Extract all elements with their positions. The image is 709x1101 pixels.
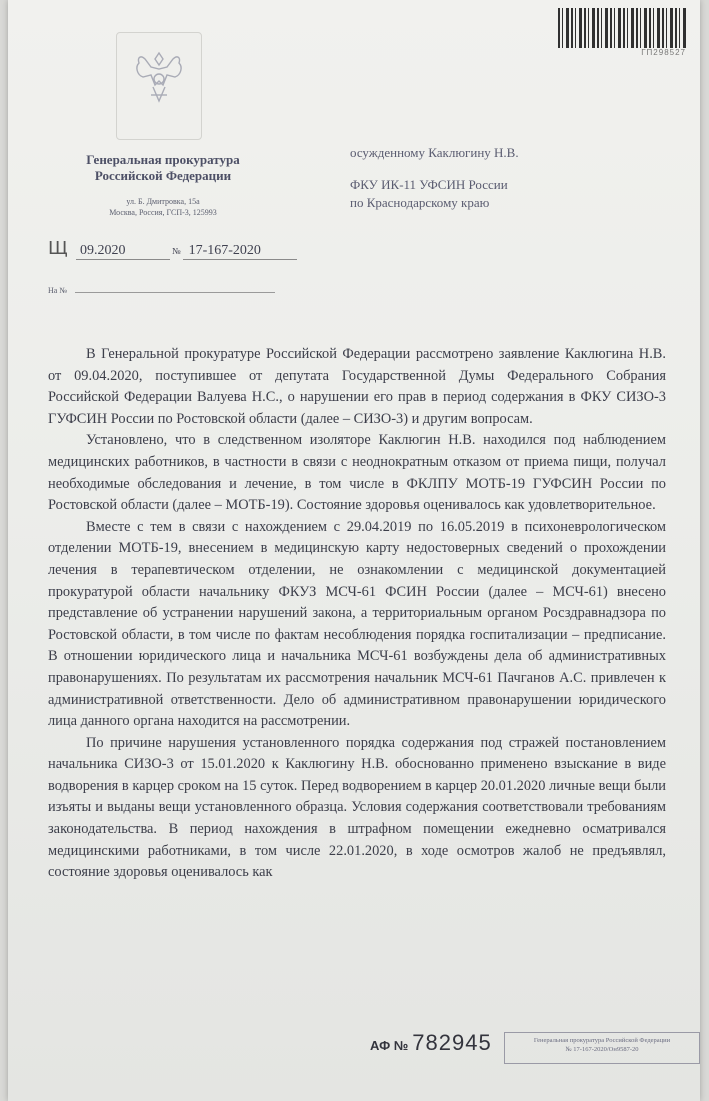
recipient-block xyxy=(350,144,670,212)
recipient-region: по Краснодарскому краю xyxy=(350,195,490,210)
serial-prefix: АФ № xyxy=(370,1038,409,1053)
recipient-institution: ФКУ ИК-11 УФСИН России xyxy=(350,177,508,192)
stamp-line2: № 17-167-2020/Он9587-20 xyxy=(565,1046,639,1053)
paragraph-1: В Генеральной прокуратуре Российской Федерации рассмотрено заявление Каклюгина Н.В. от 09.04.2020, поступившее от депутата Государственной Думы Федерального Собрания Российской Федерации Валуева Н.С., о нарушении его прав в период содержания в ФКУ СИЗО-3 ГУФСИН России по Ростовской области (далее – СИЗО-3) и другим вопросам. xyxy=(48,346,666,427)
org-name-line1: Генеральная прокуратура xyxy=(86,152,240,167)
paragraph-3: Вместе с тем в связи с нахождением с 29.04.2019 по 16.05.2019 в психоневрологическом отделении МОТБ-19, внесением в медицинскую карту недостоверных сведений о прохождении лечения в терапевтическом отделении, не ознакомлении с медицинской документацией прокуратурой области начальнику ФКУЗ МСЧ-61 ФСИН России (далее – МСЧ-61) внесено представление об устранении нарушений закона, а территориальным органом Росздравнадзора по Ростовской области, в том числе по фактам несоблюдения порядка госпитализации – предписание. В отношении юридического лица и начальника МСЧ-61 возбуждены дела об административных правонарушениях. По результатам их рассмотрения начальник МСЧ-61 Пачганов А.С. привлечен к административной ответственности. Дело об административном правонарушении юридического лица данного органа находится на рассмотрении. xyxy=(48,518,666,730)
na-label: На № xyxy=(48,286,67,295)
incoming-reference xyxy=(48,286,275,295)
serial-number: 782945 xyxy=(412,1030,492,1055)
number-sign: № xyxy=(172,246,181,256)
sender-address xyxy=(48,196,278,218)
letter-date: 09.2020 xyxy=(76,243,170,260)
handwritten-day: Щ xyxy=(48,238,68,259)
registration-stamp xyxy=(504,1032,700,1064)
address-line2: Москва, Россия, ГСП-3, 125993 xyxy=(109,208,217,217)
letter-page xyxy=(8,0,700,1101)
address-line1: ул. Б. Дмитровка, 15а xyxy=(126,197,200,206)
form-serial xyxy=(370,1030,492,1056)
recipient-name: осужденному Каклюгину Н.В. xyxy=(350,145,519,160)
org-name-line2: Российской Федерации xyxy=(94,168,232,183)
barcode xyxy=(558,8,688,48)
double-headed-eagle-icon xyxy=(131,45,187,109)
paragraph-2: Установлено, что в следственном изоляторе Каклюгин Н.В. находился под наблюдением медицинских работников, в частности в связи с неоднократным отказом от приема пищи, получал необходимые обследования и лечение, в том числе в ФКЛПУ МОТБ-19 ГУФСИН России по Ростовской области (далее – МОТБ-19). Состояние здоровья оценивалось как удовлетворительное. xyxy=(48,432,666,514)
paragraph-4: По причине нарушения установленного порядка содержания под стражей постановлением начальника СИЗО-3 от 15.01.2020 к Каклюгину Н.В. обоснованно применено взыскание в виде водворения в карцер сроком на 15 суток. Перед водворением в карцер 20.01.2020 личные вещи были изъяты и выданы вещи установленного образца. Условия содержания соответствовали требованиям законодательства. В период нахождения в штрафном помещении ежедневно осматривался медицинскими работниками, в том числе 22.01.2020, в ходе осмотров жалоб не предъявлял, состояние здоровья оценивалось как xyxy=(48,734,666,881)
sender-organization xyxy=(48,152,278,184)
stamp-line1: Генеральная прокуратура Российской Федерации xyxy=(533,1037,671,1044)
outgoing-reference xyxy=(48,238,297,260)
barcode-number: ГП298527 xyxy=(641,48,686,57)
coat-of-arms-emblem xyxy=(116,32,202,140)
letter-body xyxy=(48,344,666,884)
incoming-reference-blank xyxy=(75,292,275,293)
letter-number: 17-167-2020 xyxy=(183,243,297,260)
